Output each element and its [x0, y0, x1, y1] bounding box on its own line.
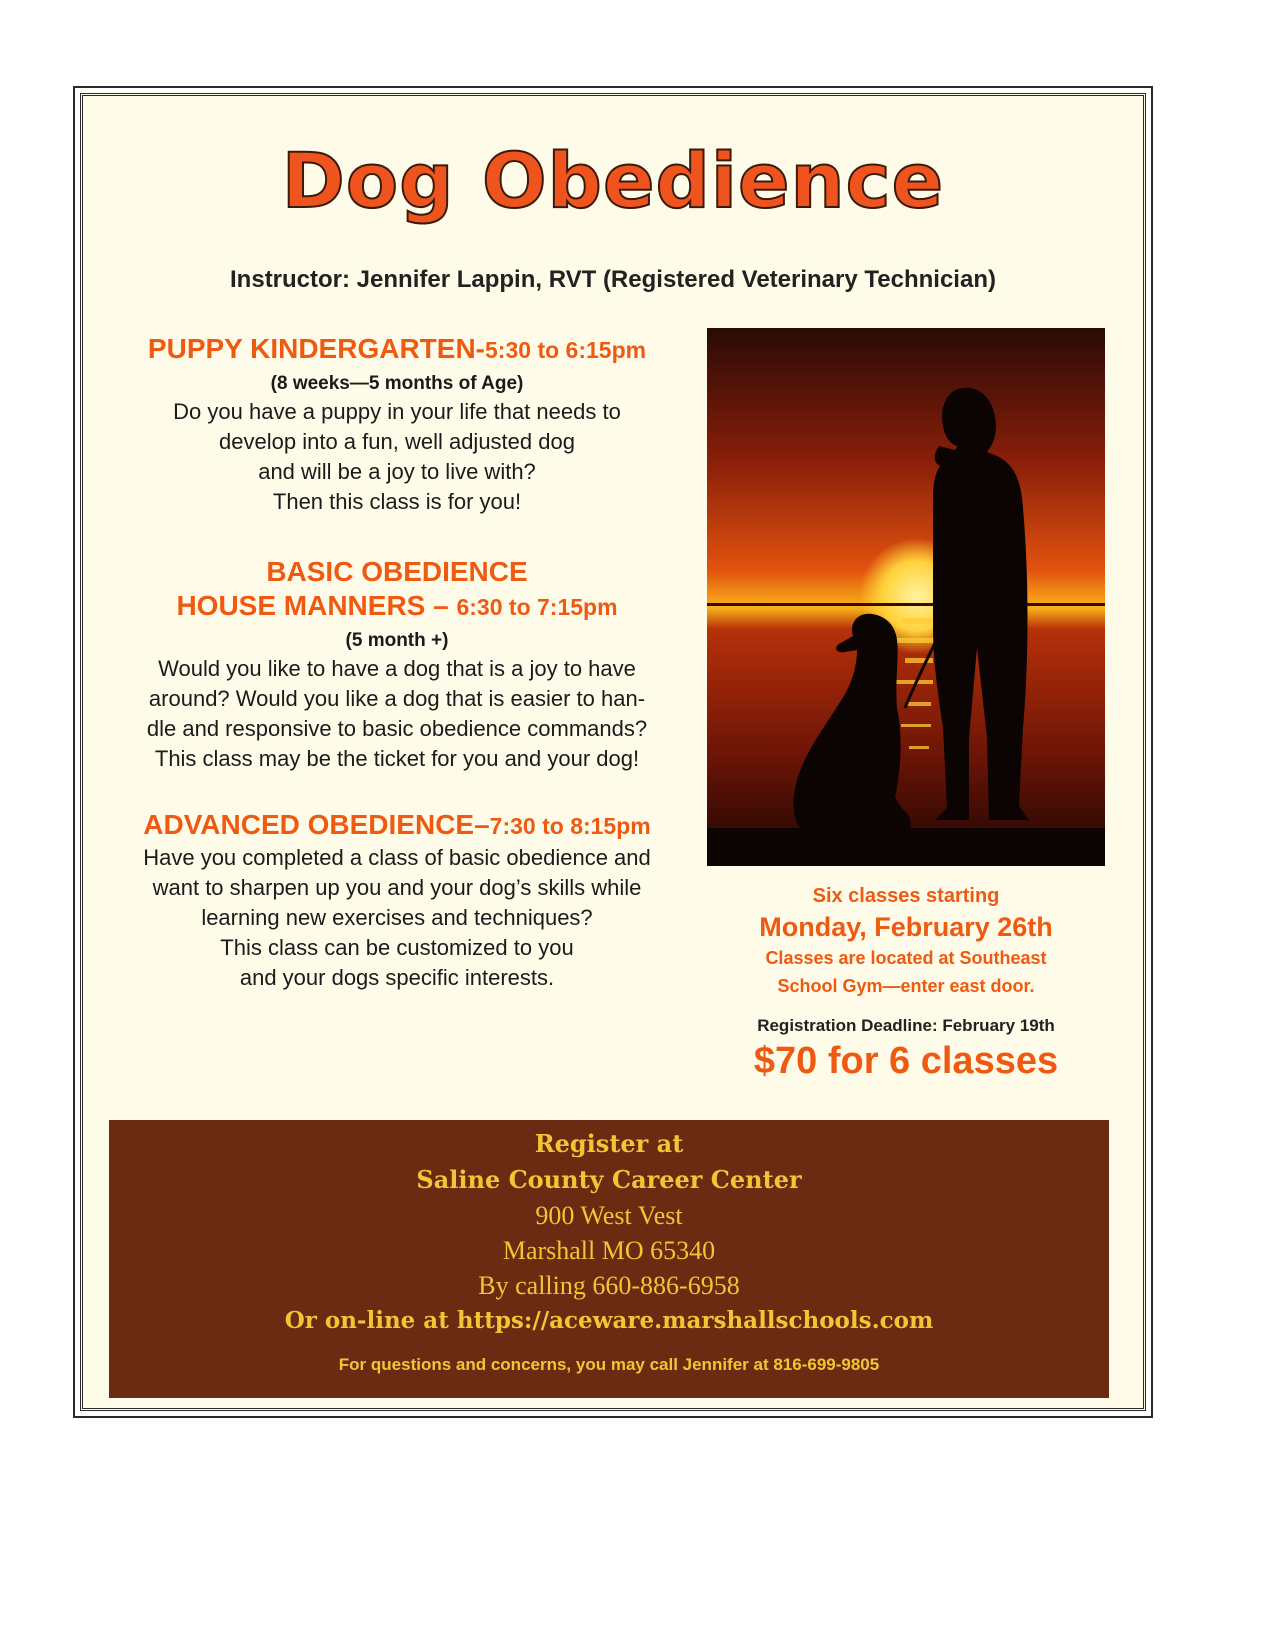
- section-title: ADVANCED OBEDIENCE–: [143, 809, 490, 840]
- class-descriptions: [97, 332, 697, 993]
- register-box: [109, 1120, 1109, 1398]
- flyer-title: Dog Obedience: [281, 136, 945, 225]
- section-age: (5 month +): [345, 630, 449, 651]
- description-line: want to sharpen up you and your dog’s skills while: [152, 875, 642, 900]
- puppy-kindergarten-section: [97, 332, 697, 517]
- flyer: [80, 93, 1146, 1411]
- description-line: This class may be the ticket for you and your dog!: [154, 746, 640, 771]
- price: $70 for 6 classes: [753, 1040, 1059, 1082]
- section-time: 5:30 to 6:15pm: [485, 337, 647, 363]
- description-line: around? Would you like a dog that is easier to han-: [148, 686, 646, 711]
- section-heading: [97, 808, 697, 843]
- section-time: 7:30 to 8:15pm: [489, 813, 651, 839]
- instructor-line: Instructor: Jennifer Lappin, RVT (Registered Veterinary Technician): [230, 266, 996, 293]
- sunset-dog-photo: [707, 328, 1105, 866]
- section-description: [97, 843, 697, 993]
- section-heading: [97, 555, 697, 624]
- description-line: Have you completed a class of basic obedience and: [143, 845, 651, 870]
- description-line: learning new exercises and techniques?: [201, 905, 593, 930]
- description-line: This class can be customized to you: [220, 935, 574, 960]
- registration-deadline: Registration Deadline: February 19th: [757, 1016, 1055, 1035]
- section-description: [97, 397, 697, 517]
- location-line: Classes are located at Southeast: [765, 948, 1047, 968]
- start-date: Monday, February 26th: [759, 912, 1053, 942]
- career-center-name: Saline County Career Center: [416, 1165, 802, 1194]
- six-classes-text: Six classes starting: [812, 885, 1000, 907]
- location-line: School Gym—enter east door.: [777, 976, 1035, 996]
- description-line: and your dogs specific interests.: [239, 965, 555, 990]
- basic-obedience-section: [97, 555, 697, 774]
- description-line: and will be a joy to live with?: [258, 459, 536, 484]
- section-title-line1: BASIC OBEDIENCE: [266, 556, 528, 587]
- description-line: Then this class is for you!: [272, 489, 522, 514]
- schedule-info: [707, 882, 1105, 1083]
- section-time: 6:30 to 7:15pm: [456, 594, 618, 620]
- section-description: [97, 654, 697, 774]
- register-heading: Register at: [534, 1129, 684, 1158]
- city-state-zip: Marshall MO 65340: [502, 1236, 716, 1265]
- contact-line: For questions and concerns, you may call Jennifer at 816-699-9805: [338, 1355, 880, 1374]
- description-line: dle and responsive to basic obedience commands?: [146, 716, 648, 741]
- section-age: (8 weeks—5 months of Age): [270, 373, 524, 394]
- register-phone: By calling 660-886-6958: [478, 1271, 740, 1300]
- street-address: 900 West Vest: [535, 1201, 683, 1230]
- register-online-url[interactable]: Or on-line at https://aceware.marshallschools.com: [284, 1307, 934, 1334]
- description-line: Do you have a puppy in your life that needs to: [173, 399, 621, 424]
- advanced-obedience-section: [97, 808, 697, 993]
- section-title: PUPPY KINDERGARTEN-: [147, 333, 486, 364]
- description-line: Would you like to have a dog that is a joy to have: [158, 656, 636, 681]
- description-line: develop into a fun, well adjusted dog: [219, 429, 575, 454]
- section-title: HOUSE MANNERS –: [176, 590, 457, 621]
- page-border: [73, 86, 1153, 1418]
- section-heading: [97, 332, 697, 367]
